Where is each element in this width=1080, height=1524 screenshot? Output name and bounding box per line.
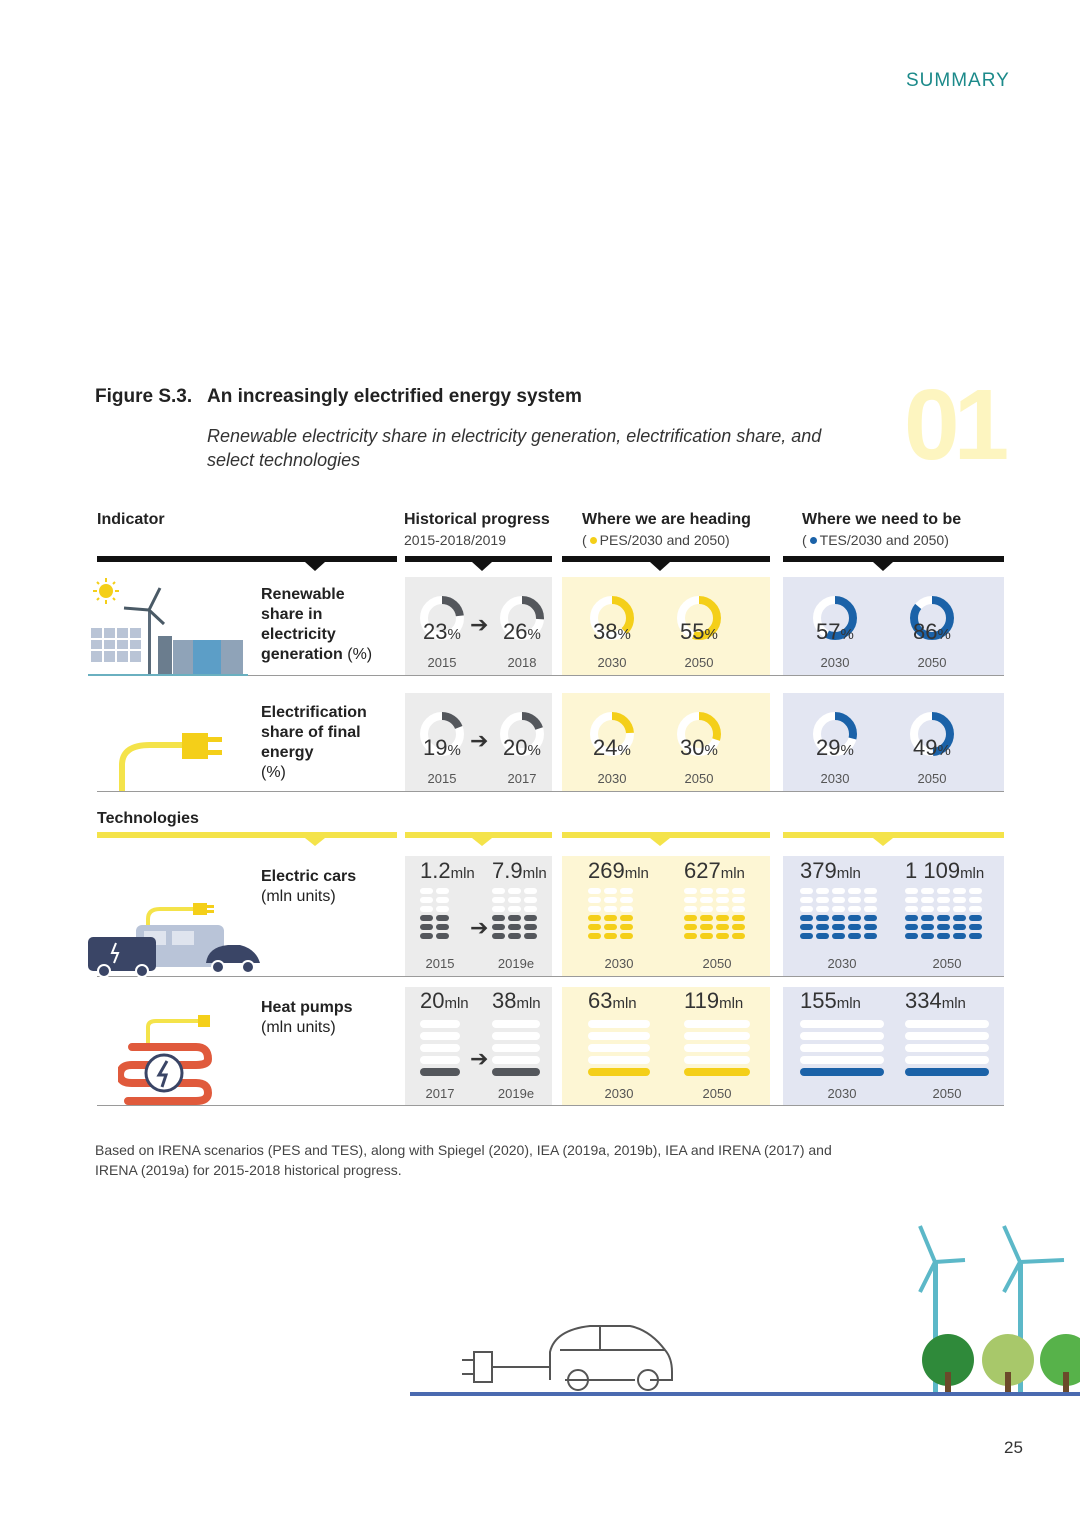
cars-tes-year: 2030 (827, 956, 857, 971)
page-number: 25 (1004, 1438, 1023, 1457)
heatpumps-hist-value: 38mln (492, 988, 541, 1013)
renewable-label: Renewable share in electricity generation (%) (261, 586, 373, 663)
col-historical-sub: 2015-2018/2019 (404, 532, 506, 548)
figure-subtitle: Renewable electricity share in electricity generation, electrification share, and select technologies (207, 426, 822, 470)
pes-dot-icon (590, 537, 597, 544)
heatpumps-hist-value: 20mln (420, 988, 469, 1013)
cars-hist-pictogram (492, 888, 540, 948)
heatpumps-hist-year: 2019e (497, 1086, 535, 1101)
tech-divider-pointer (305, 838, 325, 846)
renewable-pes-value: 55% (680, 619, 718, 644)
arrow-icon: ➔ (470, 612, 489, 637)
tech-divider-bar (97, 832, 397, 838)
cars-label: Electric cars (mln units) (261, 868, 357, 905)
electrification-pes-year: 2030 (597, 771, 627, 786)
divider-pointer (873, 562, 893, 571)
heatpumps-label: Heat pumps (mln units) (261, 999, 353, 1036)
heatpumps-tes-year: 2050 (932, 1086, 962, 1101)
renewable-hist-year: 2015 (427, 655, 457, 670)
cars-hist-value: 7.9mln (492, 858, 547, 883)
renewable-pes-value: 38% (593, 619, 631, 644)
heatpumps-pes-pictogram (684, 1020, 750, 1084)
arrow-icon: ➔ (470, 1046, 489, 1071)
renewable-energy-icon (88, 578, 248, 676)
heatpumps-tes-value: 155mln (800, 988, 861, 1013)
cars-hist-year: 2015 (425, 956, 455, 971)
figure-title: An increasingly electrified energy system (207, 386, 582, 407)
heatpumps-tes-year: 2030 (827, 1086, 857, 1101)
chapter-number: 01 (904, 369, 1004, 481)
heatpumps-tes-value: 334mln (905, 988, 966, 1013)
heatpumps-pes-pictogram (588, 1020, 650, 1084)
bottom-illustration (410, 1222, 1080, 1400)
electrification-tes-value: 49% (913, 735, 951, 760)
tech-divider-pointer (650, 838, 670, 846)
heatpumps-hist-pictogram (420, 1020, 460, 1084)
heat-pump-icon (118, 1013, 218, 1108)
electrification-tes-value: 29% (816, 735, 854, 760)
col-needed-sub: ( TES/2030 and 2050) (802, 532, 949, 548)
cars-tes-year: 2050 (932, 956, 962, 971)
footnote: Based on IRENA scenarios (PES and TES), along with Spiegel (2020), IEA (2019a, 2019b), IEA and IRENA (2017) and IRENA (2019a) for 2015-2018 historical progress. (95, 1142, 832, 1178)
row-separator (97, 791, 1004, 792)
electrification-pes-year: 2050 (684, 771, 714, 786)
renewable-pes-year: 2050 (684, 655, 714, 670)
cars-hist-year: 2019e (497, 956, 535, 971)
heatpumps-tes-pictogram (800, 1020, 884, 1084)
heatpumps-hist-year: 2017 (425, 1086, 455, 1101)
cars-pes-year: 2030 (604, 956, 634, 971)
tes-dot-icon (810, 537, 817, 544)
cars-hist-pictogram (420, 888, 460, 948)
renewable-hist-value: 23% (423, 619, 461, 644)
cars-hist-value: 1.2mln (420, 858, 475, 883)
electrification-hist-year: 2015 (427, 771, 457, 786)
renewable-tes-value: 86% (913, 619, 951, 644)
cars-pes-pictogram (684, 888, 750, 948)
figure-label: Figure S.3. (95, 386, 193, 407)
cars-tes-pictogram (800, 888, 884, 948)
col-historical-header: Historical progress (404, 511, 550, 528)
heatpumps-pes-year: 2030 (604, 1086, 634, 1101)
electrification-tes-year: 2050 (917, 771, 947, 786)
tech-divider-pointer (472, 838, 492, 846)
heatpumps-hist-pictogram (492, 1020, 540, 1084)
heatpumps-pes-value: 119mln (684, 988, 744, 1013)
renewable-hist-year: 2018 (507, 655, 537, 670)
divider-pointer (472, 562, 492, 571)
cars-pes-value: 627mln (684, 858, 745, 883)
tech-divider-bar (783, 832, 1004, 838)
divider-bar (783, 556, 1004, 562)
arrow-icon: ➔ (470, 915, 489, 940)
renewable-tes-value: 57% (816, 619, 854, 644)
electrification-hist-value: 20% (503, 735, 541, 760)
divider-pointer (650, 562, 670, 571)
col-heading-sub: ( PES/2030 and 2050) (582, 532, 730, 548)
renewable-tes-year: 2030 (820, 655, 850, 670)
cars-tes-value: 379mln (800, 858, 861, 883)
col-needed-header: Where we need to be (802, 511, 962, 528)
heatpumps-pes-value: 63mln (588, 988, 637, 1013)
col-heading-header: Where we are heading (582, 511, 751, 528)
electrification-hist-year: 2017 (507, 771, 537, 786)
heatpumps-tes-pictogram (905, 1020, 989, 1084)
electric-cars-icon (88, 897, 263, 977)
cars-tes-value: 1 109mln (905, 858, 985, 883)
electrification-hist-value: 19% (423, 735, 461, 760)
renewable-pes-year: 2030 (597, 655, 627, 670)
renewable-tes-year: 2050 (917, 655, 947, 670)
cars-tes-pictogram (905, 888, 989, 948)
electrification-label: Electrification share of final energy (%) (261, 704, 367, 781)
plug-icon (110, 725, 225, 791)
row-separator (97, 1105, 1004, 1106)
technologies-label: Technologies (97, 810, 199, 827)
section-label: SUMMARY (906, 70, 1010, 91)
cars-pes-year: 2050 (702, 956, 732, 971)
heatpumps-pes-year: 2050 (702, 1086, 732, 1101)
divider-bar (97, 556, 397, 562)
renewable-hist-value: 26% (503, 619, 541, 644)
col-indicator-header: Indicator (97, 511, 165, 528)
cars-pes-value: 269mln (588, 858, 649, 883)
electrification-pes-value: 30% (680, 735, 718, 760)
tech-divider-pointer (873, 838, 893, 846)
electrification-pes-value: 24% (593, 735, 631, 760)
divider-pointer (305, 562, 325, 571)
electrification-tes-year: 2030 (820, 771, 850, 786)
cars-pes-pictogram (588, 888, 650, 948)
arrow-icon: ➔ (470, 728, 489, 753)
